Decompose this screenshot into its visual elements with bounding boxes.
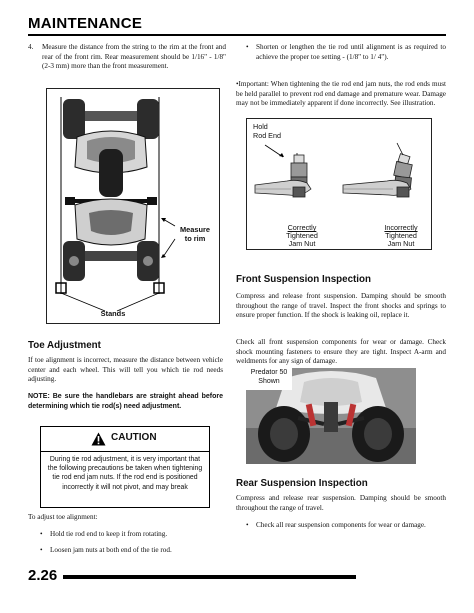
rear-suspension-paragraph: Compress and release rear suspension. Damping should be smooth throughout the range of travel. (236, 494, 446, 512)
note-text: NOTE: Be sure the handlebars are straight ahead before determining which tie rod(s) need adjustment. (28, 393, 223, 410)
list-item: • Loosen jam nuts at both end of the tie rod. (40, 546, 220, 556)
incorrectly-label: Incorrectly (384, 223, 418, 232)
measure-to-rim-label: Measure to rim (180, 225, 210, 243)
list-item: • Check all rear suspension components for wear or damage. (246, 521, 446, 531)
toe-alignment-figure (46, 88, 220, 324)
toe-adjustment-paragraph: If toe alignment is incorrect, measure the distance between vehicle center and each wheel. This will tell you which tie rod needs adjusting. (28, 356, 223, 384)
jam-nut-figure (246, 118, 432, 250)
correctly-subtitle: Tightened Jam Nut (286, 231, 318, 249)
step-number: 4. (28, 43, 34, 51)
caution-title: CAUTION (111, 432, 157, 443)
front-suspension-heading: Front Suspension Inspection (236, 274, 371, 285)
rear-bullet-text: Check all rear suspension components for wear or damage. (256, 521, 426, 529)
list-item-text: Loosen jam nuts at both end of the tie rod. (50, 546, 172, 554)
footer-rule (63, 575, 356, 579)
caution-text: During tie rod adjustment, it is very important that the following precautions be taken when tightening tie rod end jam nuts. If the rod end is positioned incorrectly it will not pivot, and may break (47, 456, 203, 491)
incorrectly-subtitle: Tightened Jam Nut (385, 231, 417, 249)
caution-header (41, 427, 209, 452)
adjust-intro: To adjust toe alignment: (28, 513, 98, 521)
front-suspension-paragraph-1: Compress and release front suspension. Damping should be smooth throughout the range of travel. Inspect the front shocks and springs to ensure proper function. If the shock is leaking oil, replace it. (236, 292, 446, 320)
header-rule (28, 34, 446, 36)
atv-top-view-illustration (47, 89, 219, 323)
important-paragraph: •Important: When tightening the tie rod end jam nuts, the rod ends must be held parallel to prevent rod end damage and premature wear. Damage may not be immediately apparent if done incorrectly. See illustration. (236, 80, 446, 108)
correctly-label: Correctly (287, 223, 317, 232)
predator-50-photo (246, 368, 416, 464)
hold-rod-end-label: Hold Rod End (253, 122, 281, 140)
warning-triangle-icon (91, 432, 106, 446)
front-suspension-paragraph-2: Check all front suspension components for wear or damage. Check shock mounting fasteners to ensure they are tight. Inspect A-arm and weldments for any sign of damage. (236, 338, 446, 366)
rear-suspension-heading: Rear Suspension Inspection (236, 478, 368, 489)
step-4-text: Measure the distance from the string to the rim at the front and rear of the front rim. Rear measurement should be 1/16" - 1/8" (2-3 mm) more than the front measurement. (42, 43, 226, 71)
caution-box (40, 426, 210, 508)
list-item-text: Hold tie rod end to keep it from rotating. (50, 530, 168, 538)
list-item: • Shorten or lengthen the tie rod until alignment is as required to achieve the proper toe setting - (1/8" to 1/ 4"). (246, 43, 446, 61)
shorten-lengthen-text: Shorten or lengthen the tie rod until alignment is as required to achieve the proper toe setting - (1/8" to 1/ 4"). (256, 43, 446, 61)
section-title: MAINTENANCE (28, 15, 143, 32)
stands-label: Stands (100, 309, 126, 318)
photo-caption: Predator 50 Shown (246, 368, 292, 390)
page-number: 2.26 (28, 567, 58, 584)
list-item: • Hold tie rod end to keep it from rotating. (40, 530, 220, 540)
toe-adjustment-heading: Toe Adjustment (28, 340, 101, 351)
